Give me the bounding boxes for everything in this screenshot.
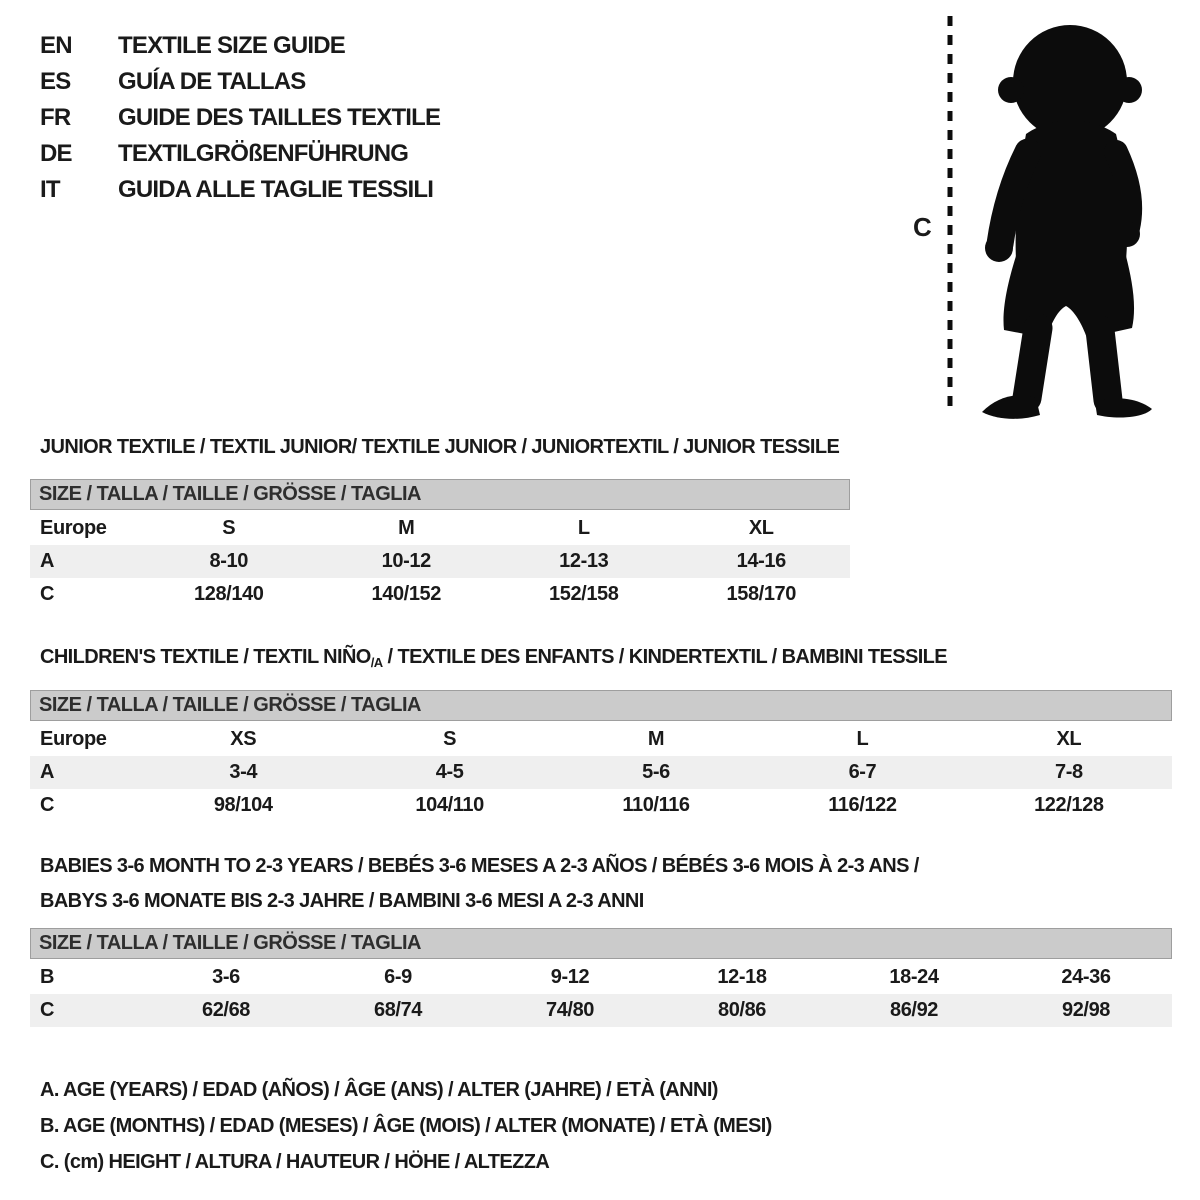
- table-cell: 18-24: [889, 966, 939, 988]
- table-row: [30, 512, 850, 545]
- junior-size-header-bar: [30, 479, 850, 510]
- legend-line-c: C. (cm) HEIGHT / ALTURA / HAUTEUR / HÖHE / ALTEZZA: [40, 1151, 550, 1173]
- table-row: [30, 994, 1172, 1027]
- table-cell: 3-6: [212, 966, 240, 988]
- language-label: GUIDA ALLE TAGLIE TESSILI: [118, 176, 434, 203]
- table-cell: XS: [230, 728, 257, 750]
- size-header-text: SIZE / TALLA / TAILLE / GRÖSSE / TAGLIA: [39, 483, 421, 505]
- language-row-it: [40, 172, 440, 208]
- table-cell: 98/104: [213, 794, 273, 816]
- table-cell: 104/110: [415, 794, 484, 816]
- table-cell: 74/80: [545, 999, 595, 1021]
- table-cell: L: [856, 728, 869, 750]
- table-row: [30, 789, 1172, 822]
- height-label-c: C: [913, 212, 932, 242]
- table-row: [30, 545, 850, 578]
- language-row-de: [40, 136, 440, 172]
- junior-table-title: JUNIOR TEXTILE / TEXTIL JUNIOR/ TEXTILE JUNIOR / JUNIORTEXTIL / JUNIOR TESSILE: [40, 436, 840, 458]
- table-cell: 12-13: [559, 550, 609, 572]
- table-cell: 140/152: [371, 583, 441, 605]
- table-cell: 10-12: [381, 550, 431, 572]
- language-label: TEXTILGRÖßENFÜHRUNG: [118, 140, 409, 167]
- table-row: [30, 756, 1172, 789]
- children-table-title: [40, 644, 947, 676]
- legend: [40, 1072, 772, 1180]
- table-cell: 92/98: [1061, 999, 1111, 1021]
- size-header-text: SIZE / TALLA / TAILLE / GRÖSSE / TAGLIA: [39, 694, 421, 716]
- table-cell: 158/170: [726, 583, 796, 605]
- language-label: TEXTILE SIZE GUIDE: [118, 32, 345, 59]
- table-cell: 68/74: [373, 999, 423, 1021]
- language-code: EN: [40, 32, 72, 59]
- children-title-prefix: CHILDREN'S TEXTILE / TEXTIL NIÑO: [40, 646, 371, 668]
- babies-table-title: [40, 849, 919, 919]
- table-cell: 62/68: [201, 999, 251, 1021]
- babies-size-table: [30, 961, 1172, 1027]
- table-cell: 6-7: [848, 761, 877, 783]
- children-title-suffix: / TEXTILE DES ENFANTS / KINDERTEXTIL / BAMBINI TESSILE: [382, 646, 948, 668]
- language-code: IT: [40, 176, 60, 203]
- language-row-en: [40, 28, 440, 64]
- size-header-text: SIZE / TALLA / TAILLE / GRÖSSE / TAGLIA: [39, 932, 421, 954]
- children-size-header-bar: [30, 690, 1172, 721]
- row-label: A: [40, 761, 55, 783]
- table-cell: 80/86: [717, 999, 767, 1021]
- row-label: C: [40, 794, 55, 816]
- language-code: DE: [40, 140, 72, 167]
- table-cell: 24-36: [1061, 966, 1111, 988]
- table-cell: S: [443, 728, 457, 750]
- table-cell: 12-18: [717, 966, 767, 988]
- legend-line-a: A. AGE (YEARS) / EDAD (AÑOS) / ÂGE (ANS) / ALTER (JAHRE) / ETÀ (ANNI): [40, 1079, 718, 1101]
- table-cell: 4-5: [435, 761, 464, 783]
- row-label: B: [40, 966, 55, 988]
- junior-size-table: [30, 512, 850, 611]
- babies-title-line1: BABIES 3-6 MONTH TO 2-3 YEARS / BEBÉS 3-6 MESES A 2-3 AÑOS / BÉBÉS 3-6 MOIS À 2-3 ANS /: [40, 855, 919, 877]
- table-cell: 3-4: [229, 761, 258, 783]
- language-code: FR: [40, 104, 71, 131]
- row-label: C: [40, 999, 55, 1021]
- row-label: Europe: [40, 728, 107, 750]
- table-cell: 5-6: [642, 761, 670, 783]
- table-cell: 8-10: [209, 550, 248, 572]
- table-row: [30, 723, 1172, 756]
- language-row-fr: [40, 100, 440, 136]
- toddler-silhouette: [900, 6, 1200, 420]
- table-cell: 110/116: [622, 794, 690, 816]
- table-cell: 6-9: [384, 966, 412, 988]
- language-row-es: [40, 64, 440, 100]
- babies-size-header-bar: [30, 928, 1172, 959]
- row-label: A: [40, 550, 55, 572]
- row-label: Europe: [40, 517, 107, 539]
- table-row: [30, 578, 850, 611]
- table-cell: 122/128: [1034, 794, 1104, 816]
- table-cell: XL: [748, 517, 774, 539]
- language-header: [40, 28, 440, 208]
- table-cell: L: [577, 517, 590, 539]
- table-cell: 152/158: [549, 583, 619, 605]
- table-cell: 9-12: [550, 966, 590, 988]
- table-cell: 14-16: [736, 550, 786, 572]
- table-cell: M: [647, 728, 665, 750]
- table-row: [30, 961, 1172, 994]
- babies-title-line2: BABYS 3-6 MONATE BIS 2-3 JAHRE / BAMBINI 3-6 MESI A 2-3 ANNI: [40, 890, 644, 912]
- table-cell: XL: [1056, 728, 1082, 750]
- language-code: ES: [40, 68, 71, 95]
- row-label: C: [40, 583, 55, 605]
- table-cell: 128/140: [194, 583, 264, 605]
- language-label: GUIDE DES TAILLES TEXTILE: [118, 104, 441, 131]
- table-cell: 86/92: [889, 999, 939, 1021]
- children-title-subscript: /A: [370, 655, 383, 670]
- table-cell: M: [398, 517, 415, 539]
- language-label: GUÍA DE TALLAS: [118, 68, 306, 95]
- table-cell: 116/122: [828, 794, 897, 816]
- table-cell: S: [222, 517, 236, 539]
- table-cell: 7-8: [1054, 761, 1083, 783]
- legend-line-b: B. AGE (MONTHS) / EDAD (MESES) / ÂGE (MOIS) / ALTER (MONATE) / ETÀ (MESI): [40, 1115, 772, 1137]
- children-size-table: [30, 723, 1172, 822]
